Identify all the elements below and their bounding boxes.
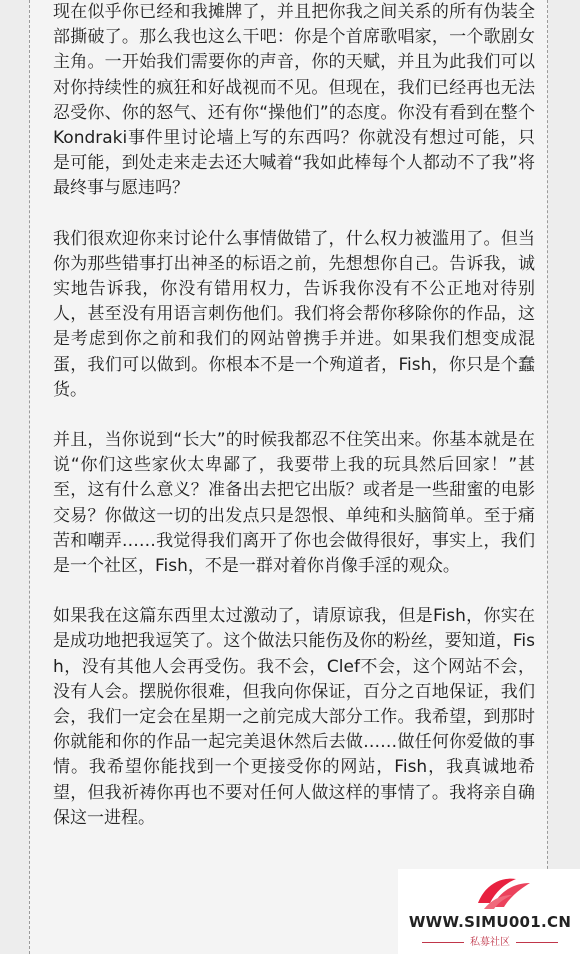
- paragraph-4: 如果我在这篇东西里太过激动了，请原谅我，但是Fish，你实在是成功地把我逗笑了。这个做法只能伤及你的粉丝，要知道，Fish，没有其他人会再受伤。我不会，Clef不会，这个网站不会，没有人会。摆脱你很难，但我向你保证，百分之百地保证，我们会，我们一定会在星期一之前完成大部分工作。我希望，到那时你就能和你的作品一起完美退休然后去做……做任何你爱做的事情。我希望你能找到一个更接受你的网站，Fish，我真诚地希望，但我祈祷你再也不要对任何人做这样的事情了。我将亲自确保这一进程。: [53, 606, 535, 828]
- simu-logo-icon: [472, 873, 534, 913]
- article-body: [53, 0, 535, 856]
- document-page: [29, 0, 548, 954]
- watermark-url: WWW.SIMU001.CN: [408, 913, 572, 931]
- watermark-subtitle: 私募社区: [402, 933, 578, 948]
- paragraph-3: 并且，当你说到“长大”的时候我都忍不住笑出来。你基本就是在说“你们这些家伙太卑鄙了，我要带上我的玩具然后回家！”甚至，这有什么意义？准备出去把它出版？或者是一些甜蜜的电影交易？你做这一切的出发点只是怨恨、单纯和头脑简单。至于痛苦和嘲弄……我觉得我们离开了你也会做得很好，事实上，我们是一个社区，Fish，不是一群对着你肖像手淫的观众。: [53, 430, 535, 577]
- paragraph-2: 我们很欢迎你来讨论什么事情做错了，什么权力被滥用了。但当你为那些错事打出神圣的标语之前，先想想你自己。告诉我，诚实地告诉我，你没有错用权力，告诉我你没有不公正地对待别人，甚至没有用语言刺伤他们。我们将会帮你移除你的作品，这是考虑到你之前和我们的网站曾携手并进。如果我们想变成混蛋，我们可以做到。你根本不是一个殉道者，Fish，你只是个蠢货。: [53, 228, 535, 400]
- watermark: [398, 869, 580, 954]
- paragraph-1: 现在似乎你已经和我摊牌了，并且把你我之间关系的所有伪装全部撕破了。那么我也这么干吧：你是个首席歌唱家，一个歌剧女主角。一开始我们需要你的声音，你的天赋，并且为此我们可以对你持续性的疯狂和好战视而不见。但现在，我们已经再也无法忍受你、你的怒气、还有你“操他们”的态度。你没有看到在整个Kondraki事件里讨论墙上写的东西吗？你就没有想过可能，只是可能，到处走来走去还大喊着“我如此棒每个人都动不了我”将最终事与愿违吗？: [53, 2, 535, 199]
